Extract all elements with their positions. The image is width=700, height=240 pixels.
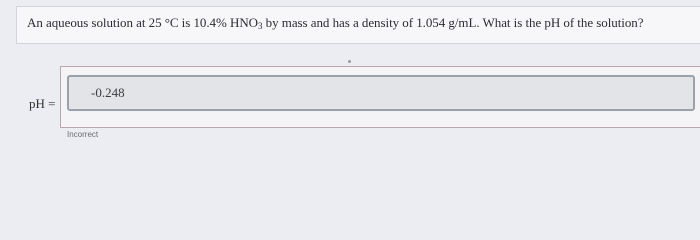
question-text-part1: An aqueous solution at 25 °C is 10.4% HNO bbox=[27, 15, 258, 30]
question-bar bbox=[16, 6, 700, 44]
answer-status: Incorrect bbox=[67, 130, 99, 139]
question-text-part2: by mass and has a density of 1.054 g/mL. What is the pH of the solution? bbox=[262, 15, 644, 30]
mouse-cursor-icon bbox=[348, 60, 351, 63]
question-text bbox=[27, 15, 643, 31]
ph-answer-input[interactable] bbox=[67, 75, 695, 111]
ph-answer-value: -0.248 bbox=[91, 85, 125, 100]
ph-label: pH = bbox=[29, 96, 56, 111]
answer-frame bbox=[60, 66, 700, 128]
question-subscript: 3 bbox=[258, 21, 263, 31]
